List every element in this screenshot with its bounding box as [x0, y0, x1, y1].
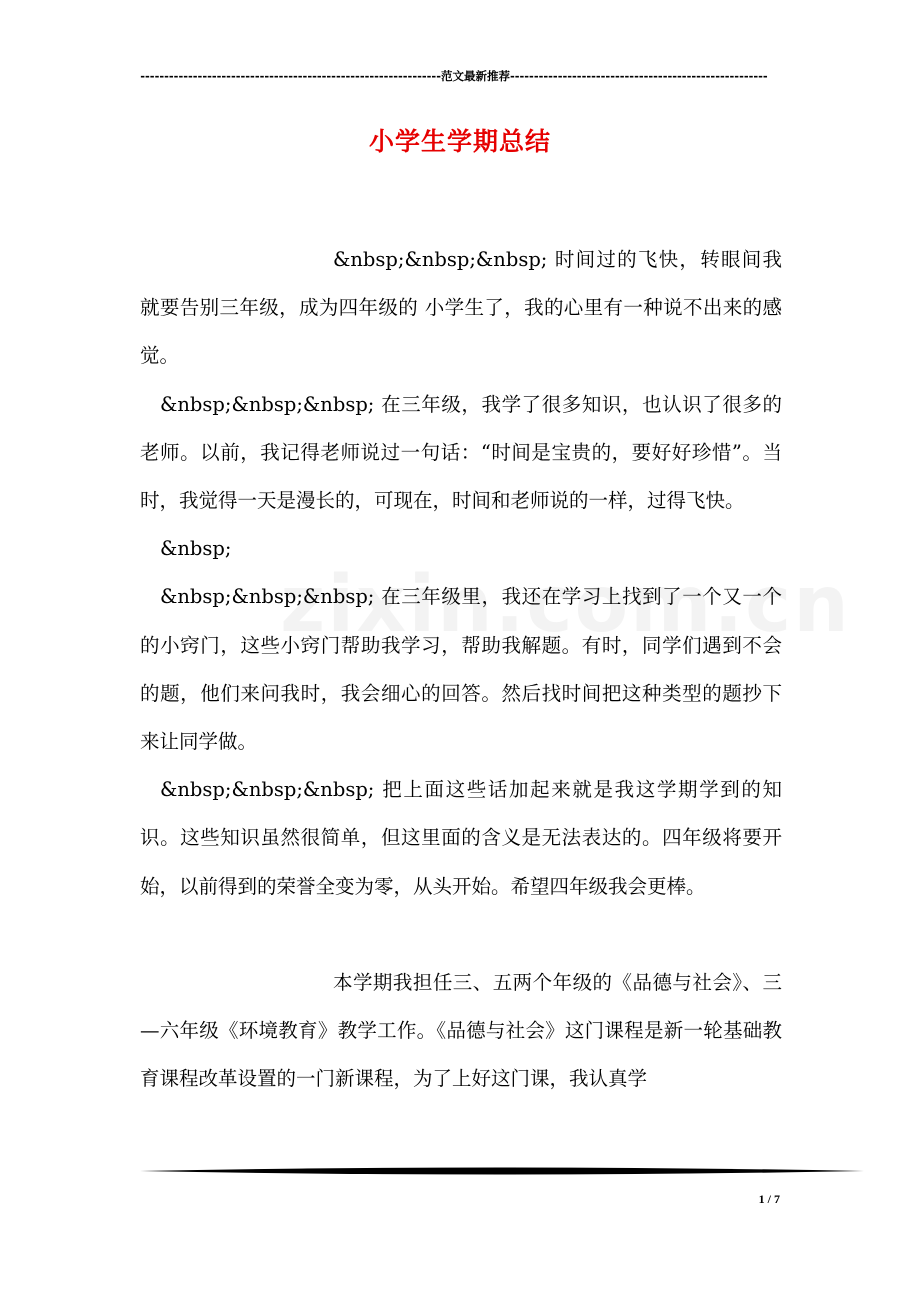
- page-number: 1 / 7: [758, 1192, 780, 1206]
- paragraph-4: &nbsp;&nbsp;&nbsp; 在三年级里，我还在学习上找到了一个又一个的小窍门，这些小窍门帮助我学习，帮助我解题。有时，同学们遇到不会的题，他们来问我时，我会细心的回答。然后找时间把这种类型的题抄下来让同学做。: [140, 585, 782, 754]
- paragraph-3: &nbsp;: [160, 537, 232, 561]
- header-rule-left: ---------------------------------------------------------------: [140, 69, 441, 83]
- header-rule-right: ------------------------------------------------------: [509, 69, 768, 83]
- header-label: 范文最新推荐: [440, 69, 510, 83]
- paragraph-5: &nbsp;&nbsp;&nbsp; 把上面这些话加起来就是我这学期学到的知识。这些知识虽然很简单，但这里面的含义是无法表达的。四年级将要开始，以前得到的荣誉全变为零，从头开始。希望四年级我会更棒。: [140, 778, 782, 898]
- header-banner: [138, 69, 770, 83]
- paragraph-6: 本学期我担任三、五两个年级的《品德与社会》、三—六年级《环境教育》教学工作。《品德与社会》这门课程是新一轮基础教育课程改革设置的一门新课程，为了上好这门课，我认真学: [140, 970, 782, 1091]
- paragraph-2: &nbsp;&nbsp;&nbsp; 在三年级，我学了很多知识，也认识了很多的老师。以前，我记得老师说过一句话：“时间是宝贵的，要好好珍惜”。当时，我觉得一天是漫长的，可现在，时间和老师说的一样，过得飞快。: [140, 392, 782, 513]
- document-title: 小学生学期总结: [368, 127, 551, 156]
- footer-divider: [140, 1164, 864, 1178]
- paragraph-1: &nbsp;&nbsp;&nbsp; 时间过的飞快，转眼间我就要告别三年级，成为四年级的 小学生了，我的心里有一种说不出来的感觉。: [140, 248, 782, 368]
- document-body: [140, 236, 782, 1103]
